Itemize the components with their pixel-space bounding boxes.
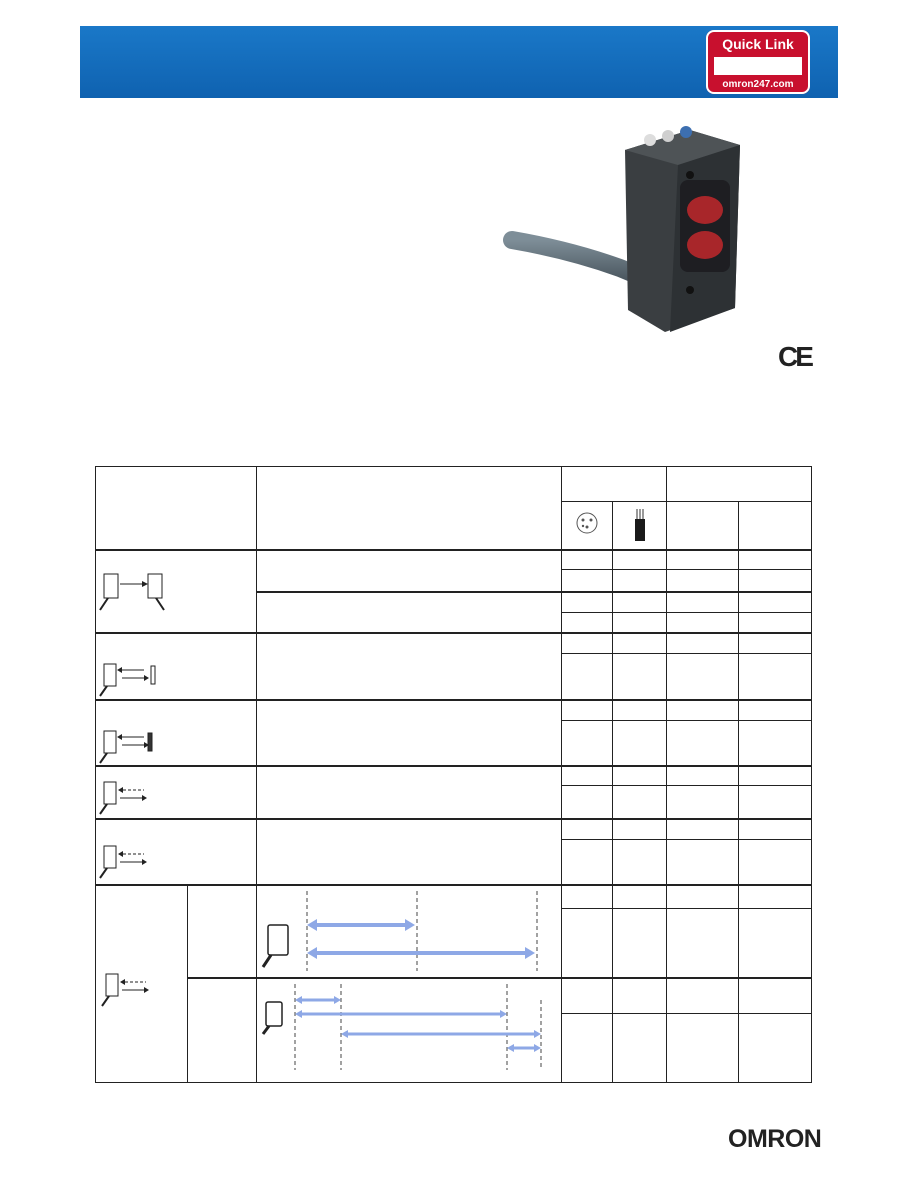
diffuse-reflective-icon <box>96 820 256 884</box>
range-diagram-cell <box>257 978 562 1083</box>
header-cell-model <box>667 467 812 502</box>
quick-link-title: Quick Link <box>722 36 794 52</box>
sensing-range-diagram <box>257 887 562 977</box>
header-cell-range <box>257 467 562 550</box>
header-cell-connection <box>562 467 667 502</box>
bgs-variant-cell <box>188 978 257 1083</box>
quick-link-badge[interactable] <box>706 30 810 94</box>
quick-link-url[interactable]: omron247.com <box>722 79 794 90</box>
method-retro-reflective-msr <box>96 700 257 766</box>
ce-mark: CE <box>778 341 811 372</box>
header-cell-method <box>96 467 257 550</box>
method-background-suppression <box>96 885 188 1082</box>
connector-icon <box>562 503 612 549</box>
bgs-variant-cell <box>188 885 257 977</box>
background-suppression-icon <box>96 954 188 1014</box>
range-diagram-cell <box>257 885 562 977</box>
quick-link-code-box[interactable] <box>714 57 802 75</box>
range-cell <box>257 700 562 766</box>
sensor-product-photo <box>500 110 750 342</box>
range-cell <box>257 633 562 699</box>
sensing-range-diagram-2 <box>257 980 562 1080</box>
range-cell <box>257 550 562 592</box>
header-cell-npn <box>667 502 739 550</box>
model-selection-table <box>95 466 812 1083</box>
diffuse-reflective-icon <box>96 768 256 818</box>
method-diffuse-reflective <box>96 766 257 819</box>
retro-reflective-icon <box>96 701 256 765</box>
omron-logo: OMRON <box>728 1125 822 1153</box>
header-cell-precabled <box>613 502 667 550</box>
pre-wired-cable-icon <box>613 503 666 549</box>
range-cell <box>257 766 562 819</box>
header-cell-pnp <box>739 502 812 550</box>
method-retro-reflective <box>96 633 257 699</box>
retro-reflective-icon <box>96 634 256 698</box>
range-cell <box>257 819 562 885</box>
method-through-beam <box>96 550 257 633</box>
through-beam-icon <box>96 552 256 632</box>
method-diffuse-reflective-long <box>96 819 257 885</box>
header-cell-connector <box>562 502 613 550</box>
range-cell <box>257 592 562 633</box>
